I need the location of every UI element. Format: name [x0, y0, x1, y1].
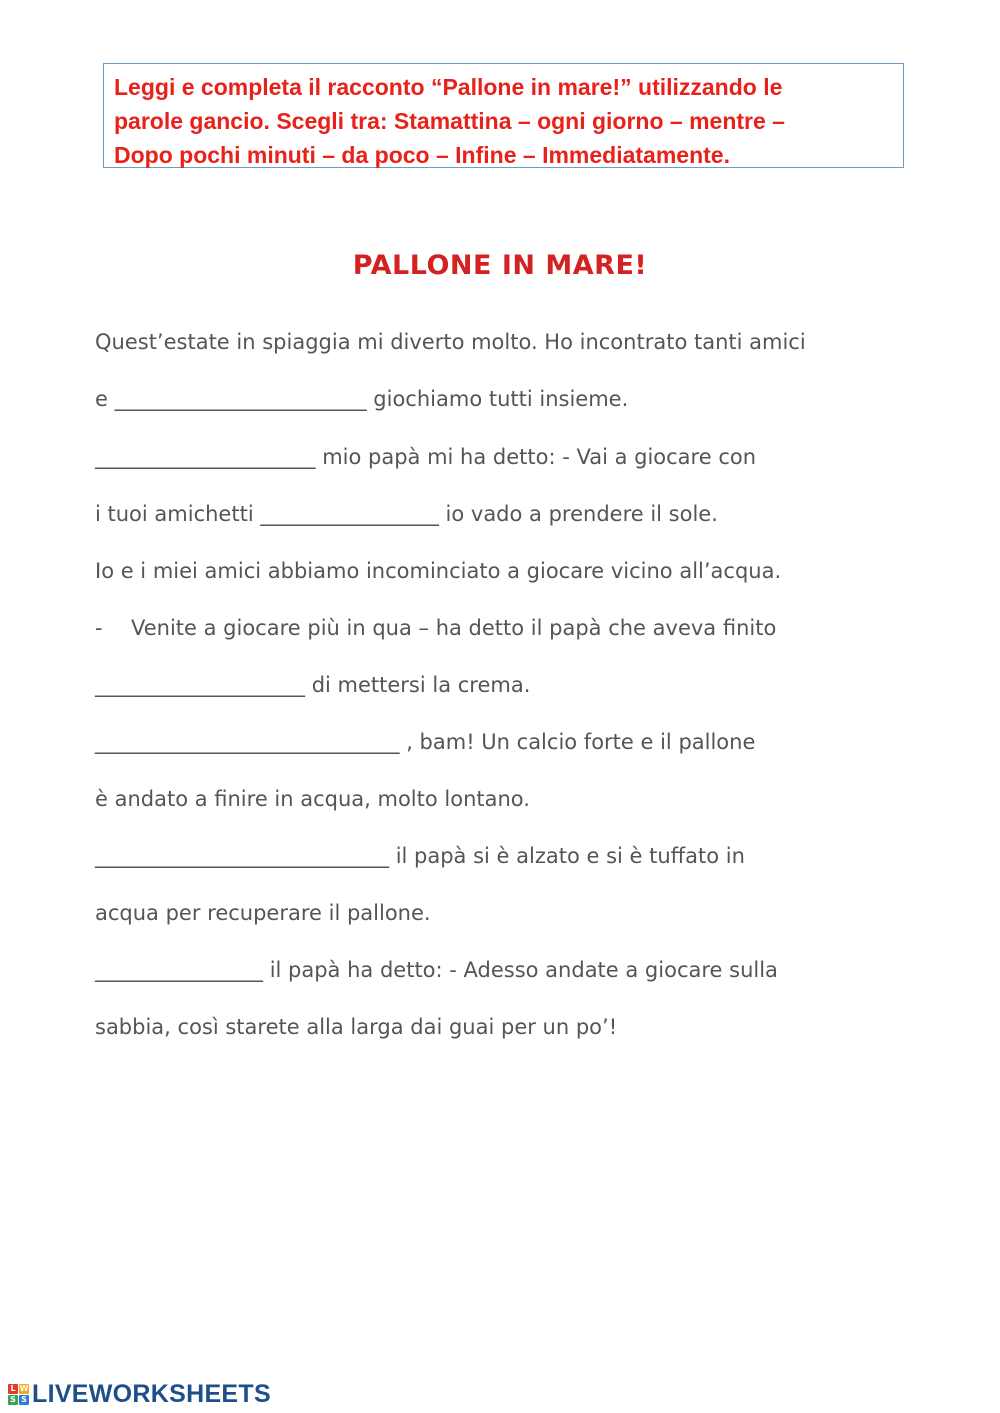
story-line-10 [95, 844, 745, 868]
story-text: sabbia, così starete alla larga dai guai per un po’! [95, 1015, 618, 1039]
logo-tile: W [19, 1384, 29, 1393]
story-text: i tuoi amichetti [95, 502, 254, 526]
story-text: acqua per recuperare il pallone. [95, 901, 431, 925]
answer-blank-7[interactable]: ________________ [95, 958, 263, 982]
liveworksheets-logo-icon [8, 1384, 29, 1405]
story-line-7 [95, 673, 530, 697]
story-text: è andato a finire in acqua, molto lontano. [95, 787, 530, 811]
story-text: mio papà mi ha detto: - Vai a giocare con [322, 445, 757, 469]
story-text: giochiamo tutti insieme. [373, 387, 629, 411]
story-line-9 [95, 787, 530, 811]
answer-blank-4[interactable]: ____________________ [95, 673, 305, 697]
story-line-4 [95, 502, 718, 526]
story-line-12 [95, 958, 778, 982]
answer-blank-6[interactable]: ____________________________ [95, 844, 389, 868]
story-line-13 [95, 1015, 617, 1039]
story-line-5 [95, 559, 781, 583]
story-text: , bam! Un calcio forte e il pallone [406, 730, 756, 754]
brand-name: LIVEWORKSHEETS [32, 1380, 271, 1408]
story-line-2 [95, 387, 628, 411]
story-title: PALLONE IN MARE! [352, 250, 648, 281]
instructions-line-2: parole gancio. Scegli tra: Stamattina – ogni giorno – mentre – [114, 108, 785, 134]
story-text: e [95, 387, 108, 411]
answer-blank-2[interactable]: _____________________ [95, 445, 316, 469]
story-line-1 [95, 330, 806, 354]
story-line-3 [95, 445, 756, 469]
dialogue-dash: - [95, 616, 103, 640]
logo-tile: S [8, 1395, 18, 1405]
instructions-line-3: Dopo pochi minuti – da poco – Infine – Immediatamente. [114, 142, 730, 168]
story-text: il papà si è alzato e si è tuffato in [395, 844, 745, 868]
footer-brand [8, 1380, 271, 1409]
story-text: io vado a prendere il sole. [445, 502, 718, 526]
instructions-line-1: Leggi e completa il racconto “Pallone in mare!” utilizzando le [114, 74, 783, 100]
story-line-11 [95, 901, 431, 925]
logo-tile: L [8, 1384, 18, 1394]
story-text: il papà ha detto: - Adesso andate a giocare sulla [269, 958, 778, 982]
story-text: Venite a giocare più in qua – ha detto il papà che aveva finito [131, 616, 777, 640]
answer-blank-3[interactable]: _________________ [260, 502, 439, 526]
story-text: di mettersi la crema. [311, 673, 531, 697]
story-line-6 [95, 616, 776, 640]
story-text: Io e i miei amici abbiamo incominciato a giocare vicino all’acqua. [95, 559, 782, 583]
story-line-8 [95, 730, 755, 754]
logo-tile: S [19, 1395, 29, 1405]
answer-blank-1[interactable]: ________________________ [114, 387, 367, 411]
story-text: Quest’estate in spiaggia mi diverto molto. Ho incontrato tanti amici [95, 330, 806, 354]
answer-blank-5[interactable]: _____________________________ [95, 730, 400, 754]
instructions-box [103, 63, 904, 168]
